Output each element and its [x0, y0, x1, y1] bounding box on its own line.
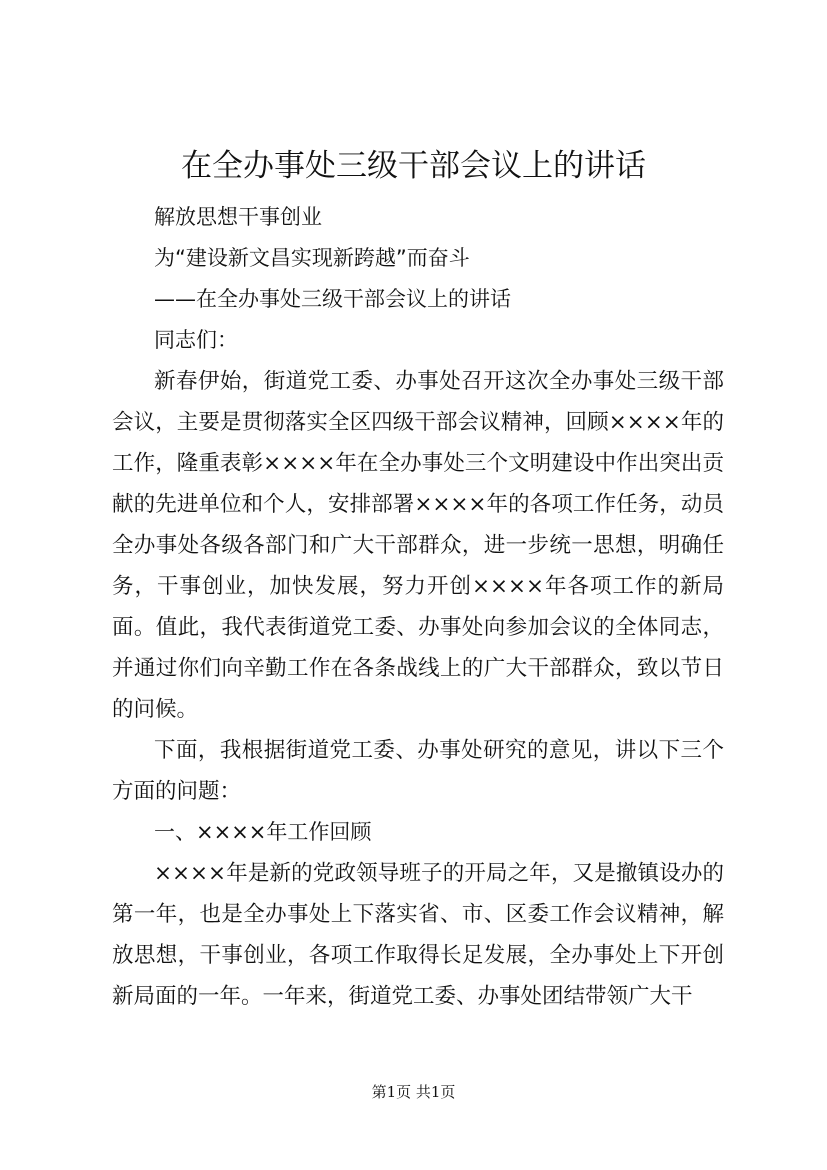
- paragraph-opening: 新春伊始，街道党工委、办事处召开这次全办事处三级干部会议，主要是贯彻落实全区四级干部会议精神，回顾××××年的工作，隆重表彰××××年在全办事处三个文明建设中作出突出贡献的先进单位和个人，安排部署××××年的各项工作任务，动员全办事处各级各部门和广大干部群众，进一步统一思想，明确任务，干事创业，加快发展，努力开创××××年各项工作的新局面。值此，我代表街道党工委、办事处向参加会议的全体同志，并通过你们向辛勤工作在各条战线上的广大干部群众，致以节日的问候。: [112, 369, 724, 722]
- paragraph-outline: 下面，我根据街道党工委、办事处研究的意见，讲以下三个方面的问题：: [112, 738, 724, 804]
- paragraph-review: ××××年是新的党政领导班子的开局之年，又是撤镇设办的第一年，也是全办事处上下落实省、市、区委工作会议精神，解放思想，干事创业，各项工作取得长足发展，全办事处上下开创新局面的一年。一年来，街道党工委、办事处团结带领广大干: [112, 861, 724, 1009]
- document-title: 在全办事处三级干部会议上的讲话: [181, 148, 646, 184]
- document-body: [112, 197, 724, 1017]
- paragraph-section-heading: 一、××××年工作回顾: [154, 820, 372, 844]
- paragraph-salutation: 同志们：: [154, 328, 238, 352]
- paragraph-subtitle: ——在全办事处三级干部会议上的讲话: [154, 287, 511, 311]
- paragraph-heading-1: 解放思想干事创业: [154, 205, 322, 229]
- paragraph-heading-2: 为“建设新文昌实现新跨越”而奋斗: [154, 246, 470, 270]
- page-number-footer: 第1页 共1页: [371, 1083, 456, 1101]
